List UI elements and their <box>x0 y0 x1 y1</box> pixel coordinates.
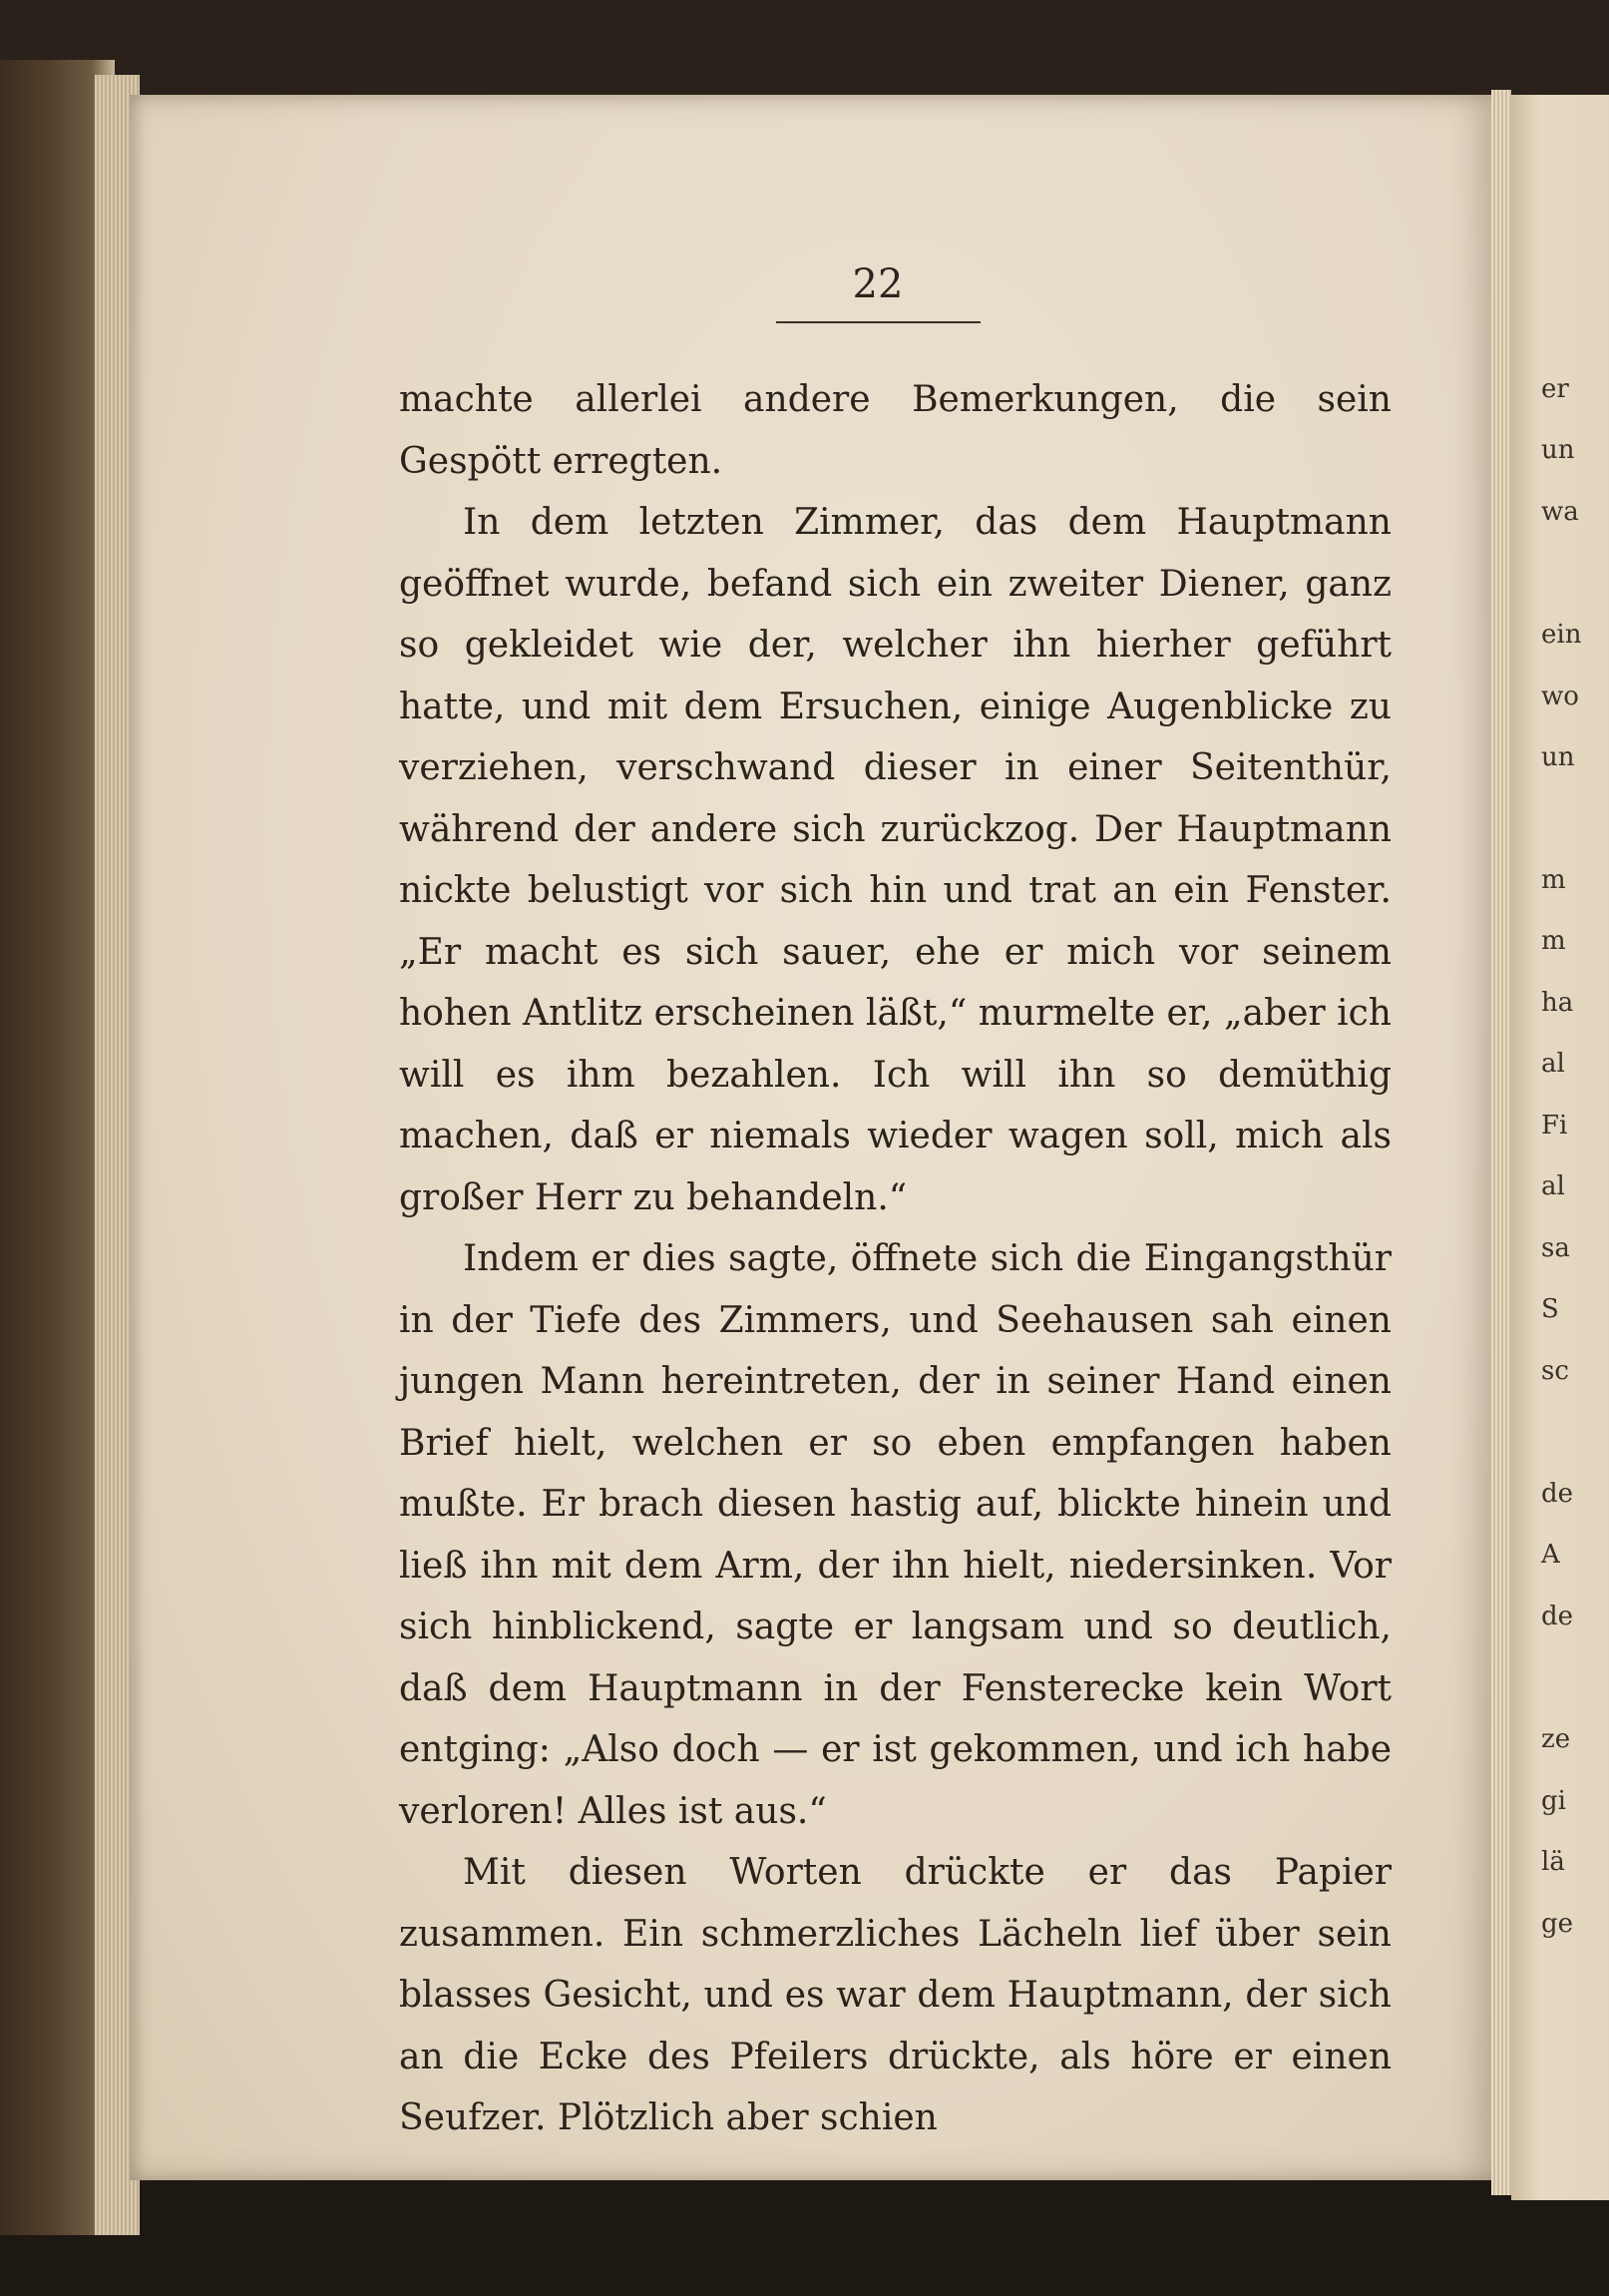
fragment: m <box>1541 865 1566 895</box>
fragment: ge <box>1541 1909 1574 1939</box>
fragment: A <box>1541 1540 1560 1570</box>
fragment: S <box>1541 1294 1559 1324</box>
fragment: wa <box>1541 497 1579 527</box>
fragment: gi <box>1541 1786 1566 1816</box>
fragment: ha <box>1541 988 1574 1018</box>
facing-page-edge <box>1511 95 1609 2200</box>
fragment: al <box>1541 1049 1565 1079</box>
fragment: wo <box>1541 682 1579 711</box>
fragment: de <box>1541 1602 1574 1631</box>
paragraph-2: In dem letzten Zimmer, das dem Hauptmann geöffnet wurde, befand sich ein zweiter Diener, ganz so gekleidet wie der, welcher ihn hierher geführt hatte, und mit dem Ersuchen, einige Augenblicke zu verziehen, verschwand dieser in einer Seitenthür, während der andere sich zurückzog. Der Hauptmann nickte belustigt vor sich hin und trat an ein Fenster. „Er macht es sich sauer, ehe er mich vor seinem hohen Antlitz erscheinen läßt,“ murmelte er, „aber ich will es ihm bezahlen. Ich will ihn so demüthig machen, daß er niemals wieder wagen soll, mich als großer Herr zu behandeln.“ <box>399 502 1392 1218</box>
fragment: ein <box>1541 620 1582 650</box>
fragment: sc <box>1541 1356 1569 1386</box>
fragment: Fi <box>1541 1111 1568 1141</box>
fragment: ze <box>1541 1724 1571 1754</box>
page-number-rule <box>776 321 981 323</box>
fragment: de <box>1541 1479 1574 1509</box>
fragment: sa <box>1541 1233 1570 1263</box>
fragment: m <box>1541 926 1566 956</box>
fragment: al <box>1541 1171 1565 1201</box>
paragraph-1: machte allerlei andere Bemerkungen, die sein Gespött erregten. <box>399 379 1392 482</box>
page-text <box>399 369 1392 2149</box>
page-number: 22 <box>852 261 904 307</box>
fragment: lä <box>1541 1847 1565 1877</box>
page-stack-right <box>1491 90 1511 2195</box>
fragment: er <box>1541 374 1569 404</box>
paragraph-3: Indem er dies sagte, öffnete sich die Eingangsthür in der Tiefe des Zimmers, und Seehausen sah einen jungen Mann hereintreten, der in seiner Hand einen Brief hielt, welchen er so eben empfangen haben mußte. Er brach diesen hastig auf, blickte hinein und ließ ihn mit dem Arm, der ihn hielt, niedersinken. Vor sich hinblickend, sagte er langsam und so deutlich, daß dem Hauptmann in der Fensterecke kein Wort entging: „Also doch — er ist gekommen, und ich habe verloren! Alles ist aus.“ <box>399 1238 1392 1832</box>
paragraph-4: Mit diesen Worten drückte er das Papier zusammen. Ein schmerzliches Lächeln lief über sein blasses Gesicht, und es war dem Hauptmann, der sich an die Ecke des Pfeilers drückte, als höre er einen Seufzer. Plötzlich aber schien <box>399 1852 1392 2138</box>
fragment: un <box>1541 435 1575 465</box>
fragment: un <box>1541 742 1575 772</box>
